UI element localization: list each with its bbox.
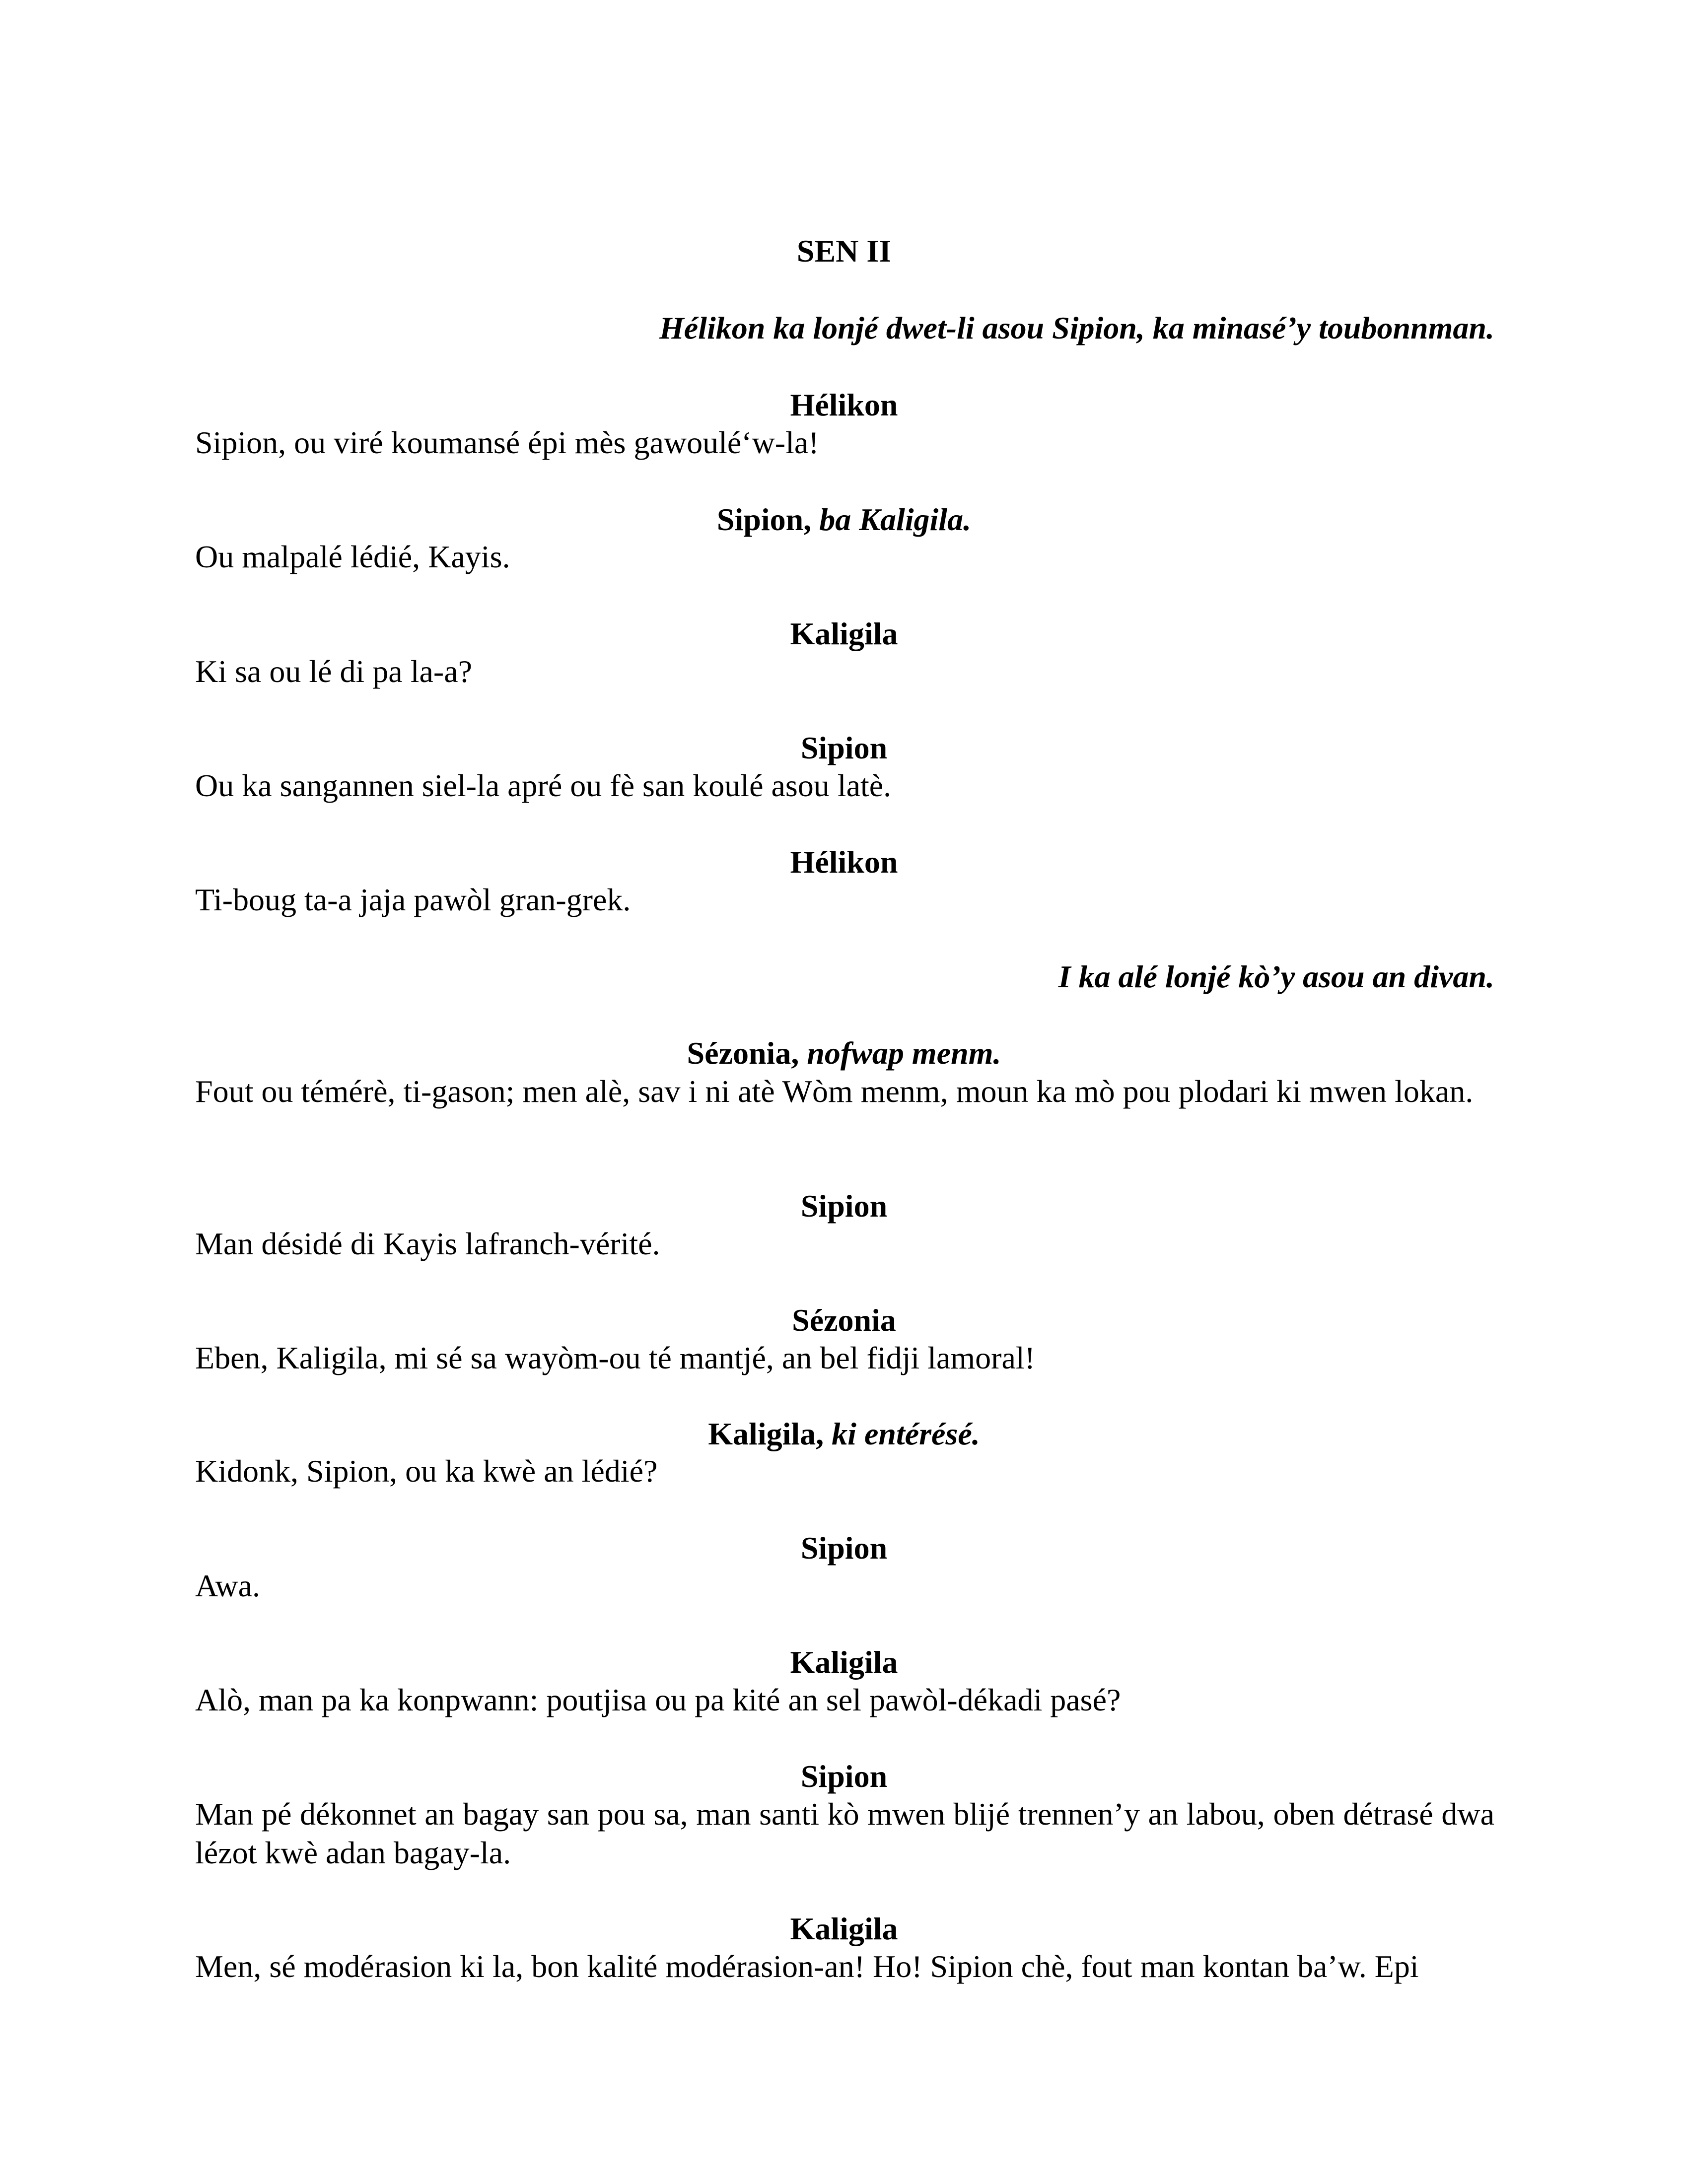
speaker-label: Kaligila	[790, 1911, 898, 1946]
dialogue-line: Ou malpalé lédié, Kayis.	[195, 539, 510, 574]
dialogue-line: Kidonk, Sipion, ou ka kwè an lédié?	[195, 1453, 658, 1489]
dialogue-line: Alò, man pa ka konpwann: poutjisa ou pa kité an sel pawòl-dékadi pasé?	[195, 1682, 1121, 1717]
speaker-label: Hélikon	[790, 387, 898, 422]
speaker-label: Hélikon	[790, 844, 898, 880]
speaker-name	[0, 1300, 1688, 1341]
dialogue-line: Ou ka sangannen siel-la apré ou fè san koulé asou latè.	[195, 768, 892, 803]
scene-title: SEN II	[796, 233, 892, 269]
speaker-name	[0, 1642, 1688, 1683]
speaker-name	[0, 1186, 1688, 1227]
speaker-name	[0, 614, 1688, 654]
dialogue-line: Man pé dékonnet an bagay san pou sa, man santi kò mwen blijé trennen’y an labou, oben détrasé dwa lézot kwè adan bagay-la.	[195, 1796, 1494, 1870]
speaker-label: Sézonia	[792, 1302, 896, 1338]
speaker-label: Sipion	[800, 730, 888, 765]
speaker-label: Sipion	[800, 1530, 888, 1566]
dialogue-line: Awa.	[195, 1568, 260, 1603]
dialogue-line: Ki sa ou lé di pa la-a?	[195, 654, 472, 689]
speaker-name	[0, 842, 1688, 883]
dialogue-line: Fout ou témérè, ti-gason; men alè, sav i ni atè Wòm menm, moun ka mò pou plodari ki mwen lokan.	[195, 1074, 1474, 1109]
speaker-label: Kaligila,	[708, 1416, 824, 1451]
dialogue-line: Men, sé modérasion ki la, bon kalité modérasion-an! Ho! Sipion chè, fout man kontan ba’w. Epi	[195, 1949, 1419, 1984]
stage-direction: I ka alé lonjé kò’y asou an divan.	[1058, 959, 1494, 994]
speaker-direction: nofwap menm.	[807, 1035, 1001, 1071]
dialogue-line: Eben, Kaligila, mi sé sa wayòm-ou té mantjé, an bel fidji lamoral!	[195, 1340, 1035, 1375]
speaker-label: Sézonia,	[687, 1035, 799, 1071]
dialogue-line: Sipion, ou viré koumansé épi mès gawoulé‘w-la!	[195, 425, 819, 460]
stage-direction: Hélikon ka lonjé dwet-li asou Sipion, ka minasé’y toubonnman.	[659, 310, 1494, 345]
speaker-name	[0, 1414, 1688, 1454]
speaker-name	[0, 1033, 1688, 1074]
speaker-label: Kaligila	[790, 616, 898, 651]
dialogue-line: Man désidé di Kayis lafranch-vérité.	[195, 1226, 660, 1261]
speaker-label: Sipion	[800, 1759, 888, 1794]
speaker-name	[0, 1909, 1688, 1949]
speaker-name	[0, 499, 1688, 540]
speaker-name	[0, 1756, 1688, 1797]
speaker-label: Sipion,	[716, 502, 812, 537]
speaker-name	[0, 728, 1688, 768]
speaker-direction: ki entérésé.	[832, 1416, 980, 1451]
dialogue-line: Ti-boug ta-a jaja pawòl gran-grek.	[195, 882, 631, 917]
speaker-label: Sipion	[800, 1188, 888, 1224]
speaker-label: Kaligila	[790, 1644, 898, 1680]
speaker-direction: ba Kaligila.	[819, 502, 972, 537]
speaker-name	[0, 385, 1688, 425]
speaker-name	[0, 1528, 1688, 1569]
